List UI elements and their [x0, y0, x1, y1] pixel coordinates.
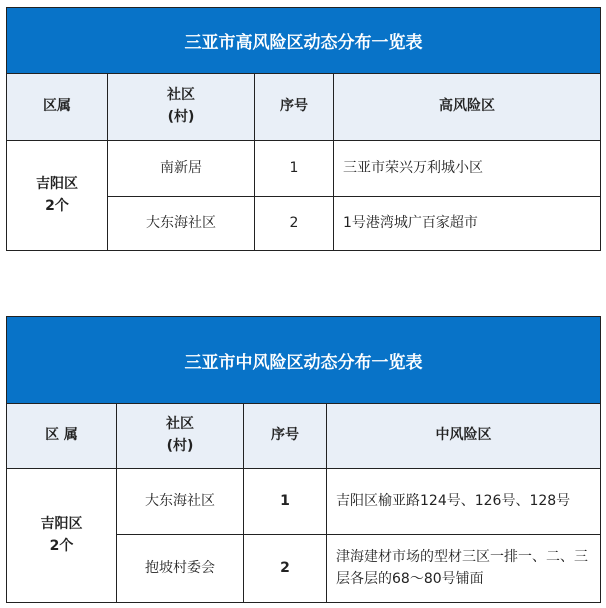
header-district: 区 属	[7, 404, 117, 469]
header-community-line1: 社区	[166, 416, 194, 433]
header-district: 区属	[7, 74, 108, 141]
area-cell: 三亚市荣兴万利城小区	[334, 141, 600, 197]
header-area: 中风险区	[327, 404, 600, 469]
area-cell: 吉阳区榆亚路124号、126号、128号	[327, 469, 600, 535]
header-community-line2: (村)	[166, 438, 194, 454]
community-cell: 南新居	[108, 141, 255, 197]
header-seq: 序号	[255, 74, 334, 141]
community-cell: 抱坡村委会	[117, 535, 244, 602]
high-risk-table-title: 三亚市高风险区动态分布一览表	[7, 8, 600, 74]
district-count: 2个	[45, 197, 69, 214]
seq-cell: 2	[244, 535, 327, 602]
header-area: 高风险区	[334, 74, 600, 141]
district-cell	[7, 141, 108, 250]
seq-cell: 1	[255, 141, 334, 197]
high-risk-table-grid	[7, 74, 600, 250]
header-community-line2: (村)	[167, 109, 195, 125]
district-name: 吉阳区	[40, 515, 83, 532]
seq-cell: 2	[255, 197, 334, 250]
header-community	[108, 74, 255, 141]
area-cell: 1号港湾城广百家超市	[343, 214, 478, 231]
district-cell	[7, 469, 117, 602]
medium-risk-table-grid	[7, 404, 600, 602]
medium-risk-table-title: 三亚市中风险区动态分布一览表	[7, 317, 600, 404]
medium-risk-table	[6, 316, 601, 603]
community-cell: 大东海社区	[108, 197, 255, 250]
header-community	[117, 404, 244, 469]
seq-cell: 1	[244, 469, 327, 535]
district-count: 2个	[49, 537, 74, 554]
header-seq: 序号	[244, 404, 327, 469]
district-name: 吉阳区	[36, 175, 78, 192]
header-community-line1: 社区	[167, 87, 195, 104]
community-cell: 大东海社区	[117, 469, 244, 535]
high-risk-table	[6, 7, 601, 251]
area-cell: 津海建材市场的型材三区一排一、二、三层各层的68～80号铺面	[336, 548, 588, 587]
